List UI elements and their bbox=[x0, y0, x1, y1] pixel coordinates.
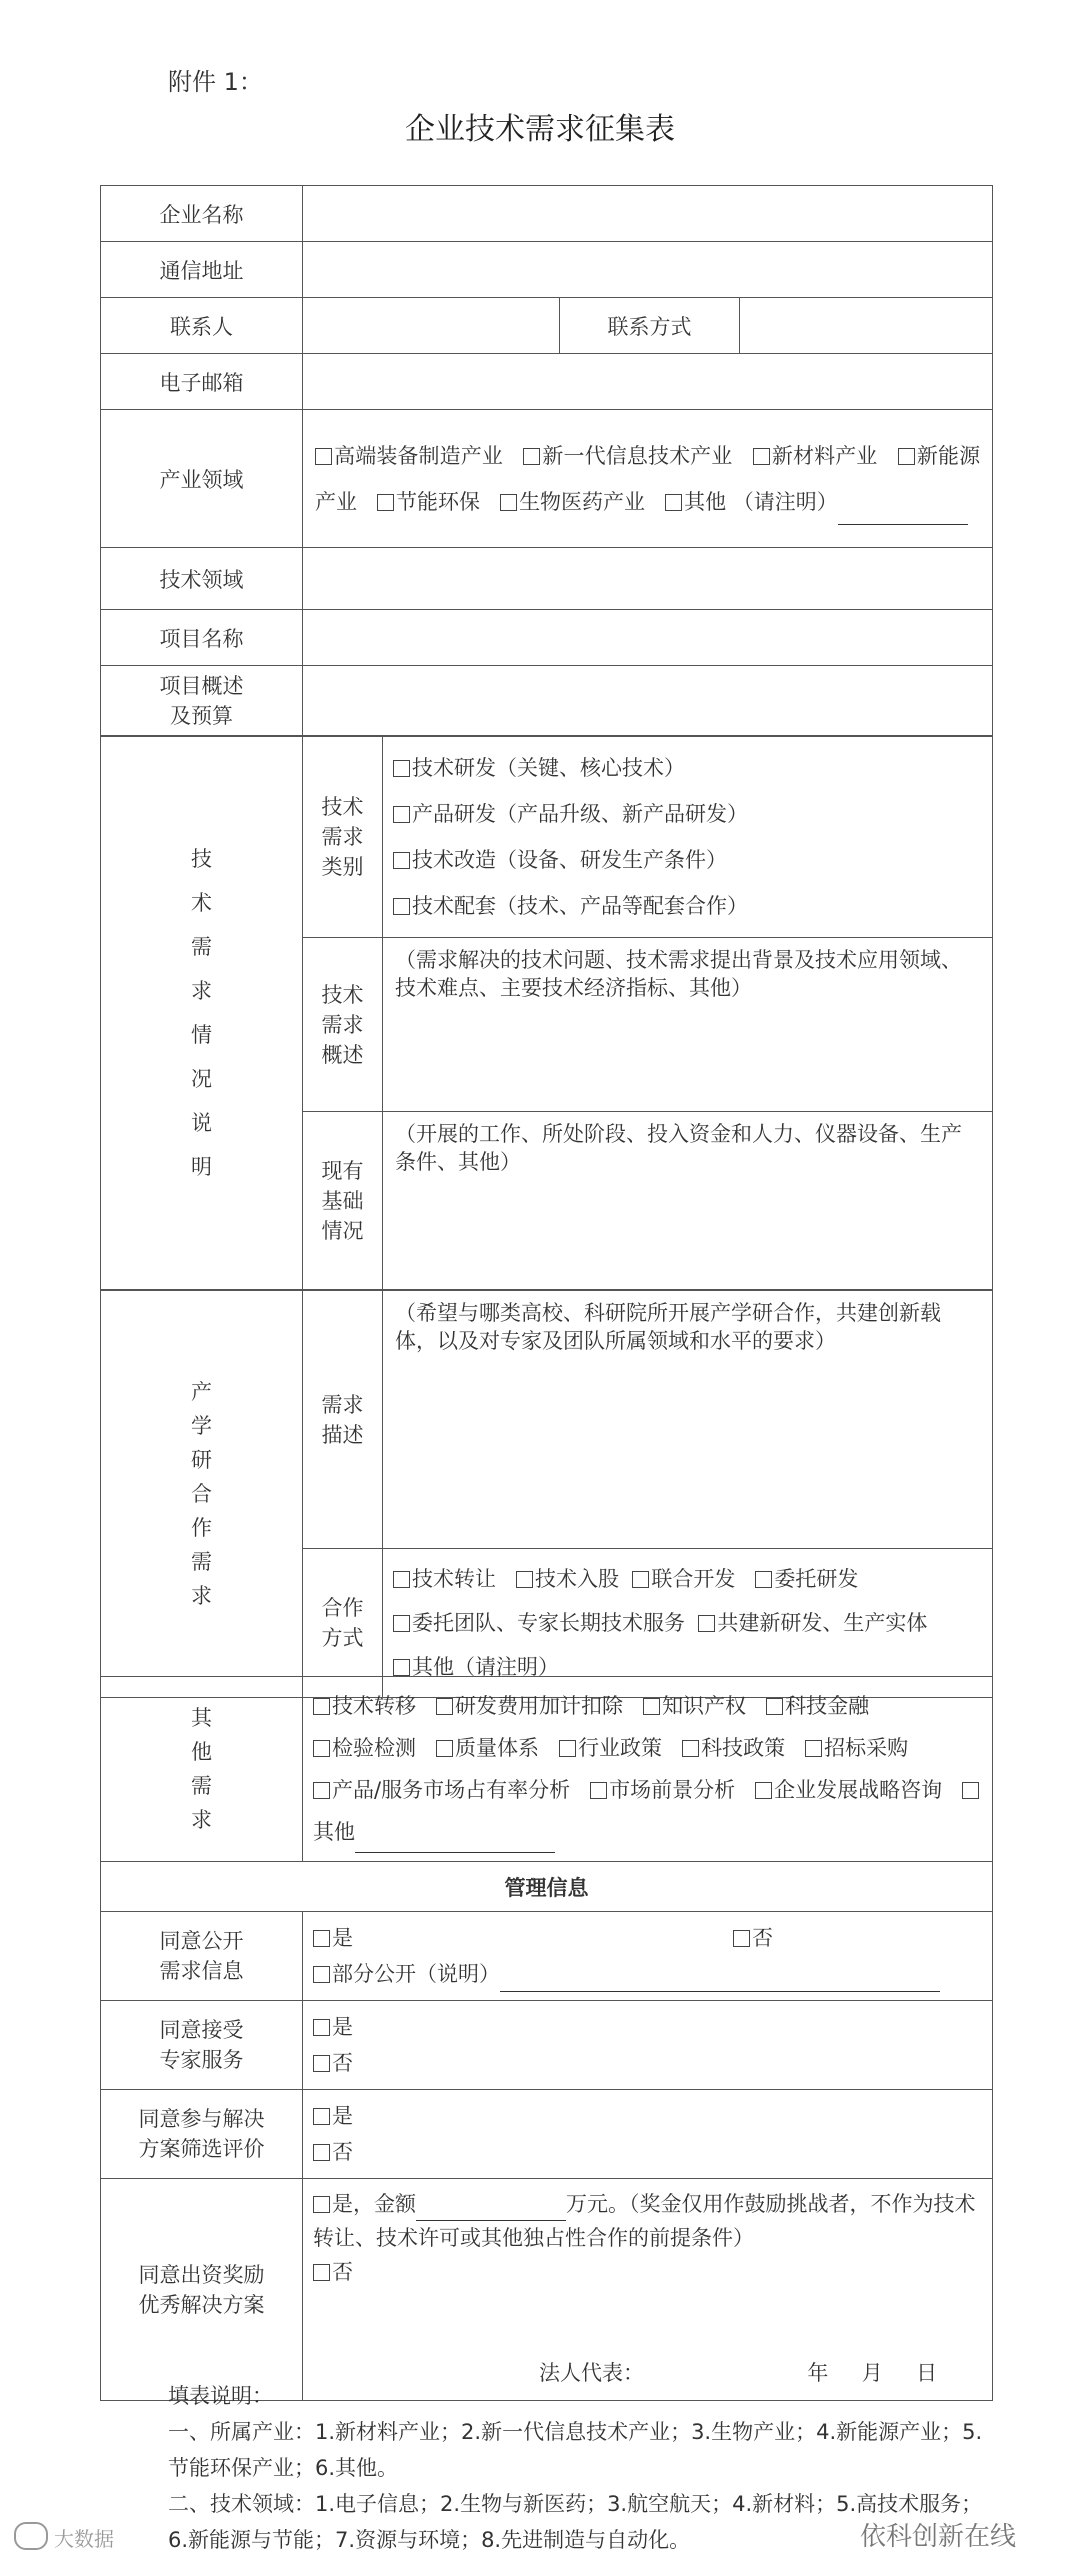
month-label: 月 bbox=[861, 2361, 883, 2385]
checkbox[interactable] bbox=[315, 448, 332, 465]
address-field[interactable] bbox=[303, 242, 993, 298]
option-label: 技术改造（设备、研发生产条件） bbox=[412, 848, 727, 872]
demand-desc-label: 需求 描述 bbox=[303, 1291, 383, 1549]
public-options bbox=[303, 1912, 993, 2001]
checkbox[interactable] bbox=[805, 1740, 822, 1757]
option-label: 市场前景分析 bbox=[609, 1778, 736, 1802]
option-label: 是 bbox=[332, 2104, 353, 2128]
industry-label: 产业领域 bbox=[101, 410, 303, 548]
watermark-right bbox=[860, 2516, 1016, 2553]
tech-overview-hint[interactable]: （需求解决的技术问题、技术需求提出背景及技术应用领域、技术难点、主要技术经济指标、其他） bbox=[383, 938, 993, 1112]
option-label: 联合开发 bbox=[651, 1567, 736, 1591]
option-label: 否 bbox=[752, 1926, 773, 1950]
form-table-other bbox=[100, 1676, 993, 2401]
option-label: 行业政策 bbox=[578, 1736, 663, 1760]
checkbox[interactable] bbox=[393, 760, 410, 777]
checkbox[interactable] bbox=[393, 1571, 410, 1588]
other-section-label: 其 他 需 求 bbox=[101, 1677, 303, 1862]
email-label: 电子邮箱 bbox=[101, 354, 303, 410]
checkbox[interactable] bbox=[766, 1698, 783, 1715]
option-label: 知识产权 bbox=[662, 1694, 747, 1718]
checkbox[interactable] bbox=[377, 494, 394, 511]
contact-method-label: 联系方式 bbox=[560, 298, 740, 354]
year-label: 年 bbox=[807, 2361, 829, 2385]
option-label: 委托研发 bbox=[774, 1567, 859, 1591]
option-label: 其他 bbox=[313, 1820, 355, 1844]
project-name-field[interactable] bbox=[303, 610, 993, 666]
checkbox[interactable] bbox=[313, 1930, 330, 1947]
option-label: 其他（请注明） bbox=[412, 1655, 559, 1679]
checkbox[interactable] bbox=[516, 1571, 533, 1588]
notes-line2: 二、技术领域：1.电子信息；2.生物与新医药；3.航空航天；4.新材料；5.高技术服务；6.新能源与节能；7.资源与环境；8.先进制造与自动化。 bbox=[168, 2492, 983, 2552]
option-label: 否 bbox=[332, 2260, 353, 2284]
address-label: 通信地址 bbox=[101, 242, 303, 298]
option-label: 其他 bbox=[684, 489, 727, 514]
option-label: 技术配套（技术、产品等配套合作） bbox=[412, 894, 748, 918]
checkbox[interactable] bbox=[313, 2264, 330, 2281]
checkbox[interactable] bbox=[313, 1966, 330, 1983]
watermark-left bbox=[14, 2522, 114, 2552]
option-label: 招标采购 bbox=[824, 1736, 909, 1760]
expert-label: 同意接受 专家服务 bbox=[101, 2001, 303, 2090]
checkbox[interactable] bbox=[313, 2055, 330, 2072]
option-label: 委托团队、专家长期技术服务 bbox=[412, 1611, 685, 1635]
coop-mode-label: 合作 方式 bbox=[303, 1549, 383, 1698]
checkbox[interactable] bbox=[313, 2196, 330, 2213]
basis-label: 现有 基础 情况 bbox=[303, 1112, 383, 1290]
tech-demand-section-label: 技 术 需 求 情 况 说 明 bbox=[101, 737, 303, 1290]
checkbox[interactable] bbox=[590, 1782, 607, 1799]
company-name-label: 企业名称 bbox=[101, 186, 303, 242]
checkbox[interactable] bbox=[665, 494, 682, 511]
watermark-left-text: 大数据 bbox=[54, 2527, 114, 2551]
option-label: 质量体系 bbox=[455, 1736, 540, 1760]
signature-label: 法人代表： bbox=[539, 2361, 644, 2385]
attachment-label: 附件 1： bbox=[168, 68, 263, 96]
checkbox[interactable] bbox=[436, 1698, 453, 1715]
option-label: 部分公开（说明） bbox=[332, 1962, 500, 1986]
project-overview-line2: 及预算 bbox=[170, 703, 233, 728]
option-label: 是 bbox=[332, 2015, 353, 2039]
project-overview-field[interactable] bbox=[303, 666, 993, 736]
option-label: 技术转移 bbox=[332, 1694, 416, 1718]
contact-field[interactable] bbox=[303, 298, 560, 354]
checkbox[interactable] bbox=[313, 1740, 330, 1757]
checkbox[interactable] bbox=[755, 1571, 772, 1588]
eval-options bbox=[303, 2090, 993, 2179]
checkbox[interactable] bbox=[962, 1782, 979, 1799]
day-label: 日 bbox=[916, 2361, 938, 2385]
option-label: 检验检测 bbox=[332, 1736, 416, 1760]
public-label: 同意公开 需求信息 bbox=[101, 1912, 303, 2001]
basis-hint[interactable]: （开展的工作、所处阶段、投入资金和人力、仪器设备、生产条件、其他） bbox=[383, 1112, 993, 1290]
project-overview-line1: 项目概述 bbox=[159, 673, 244, 698]
checkbox[interactable] bbox=[523, 448, 540, 465]
tech-category-label: 技术 需求 类别 bbox=[303, 737, 383, 938]
reward-label: 同意出资奖励 优秀解决方案 bbox=[101, 2179, 303, 2401]
industry-note: （请注明） bbox=[732, 489, 838, 514]
tech-overview-label: 技术 需求 概述 bbox=[303, 938, 383, 1112]
option-label: 产品/服务市场占有率分析 bbox=[332, 1778, 571, 1802]
checkbox[interactable] bbox=[313, 2108, 330, 2125]
option-label: 是 bbox=[332, 1926, 353, 1950]
other-blank[interactable] bbox=[355, 1828, 555, 1853]
notes-line1: 一、所属产业：1.新材料产业；2.新一代信息技术产业；3.生物产业；4.新能源产业；5.节能环保产业；6.其他。 bbox=[168, 2420, 983, 2480]
option-label: 是，金额 bbox=[332, 2192, 416, 2216]
option-label: 技术研发（关键、核心技术） bbox=[412, 756, 685, 780]
checkbox[interactable] bbox=[682, 1740, 699, 1757]
watermark-icon bbox=[14, 2522, 48, 2550]
option-label: 科技金融 bbox=[785, 1694, 870, 1718]
tech-field-label: 技术领域 bbox=[101, 548, 303, 610]
checkbox[interactable] bbox=[393, 806, 410, 823]
form-table-tech-demand bbox=[100, 736, 993, 1290]
option-label: 否 bbox=[332, 2140, 353, 2164]
checkbox[interactable] bbox=[753, 448, 770, 465]
checkbox[interactable] bbox=[632, 1571, 649, 1588]
email-field[interactable] bbox=[303, 354, 993, 410]
contact-method-field[interactable] bbox=[740, 298, 993, 354]
option-label: 高端装备制造产业 bbox=[334, 443, 503, 468]
project-overview-label bbox=[101, 666, 303, 736]
option-label: 企业发展战略咨询 bbox=[774, 1778, 943, 1802]
reward-text: 万元。（奖金仅用作鼓励挑战者，不作为技术转让、技术许可或其他独占性合作的前提条件） bbox=[313, 2192, 976, 2250]
option-label: 共建新研发、生产实体 bbox=[717, 1611, 928, 1635]
option-label: 技术入股 bbox=[535, 1567, 620, 1591]
checkbox[interactable] bbox=[643, 1698, 660, 1715]
project-name-label: 项目名称 bbox=[101, 610, 303, 666]
cooperation-section-label: 产 学 研 合 作 需 求 bbox=[101, 1291, 303, 1698]
checkbox[interactable] bbox=[755, 1782, 772, 1799]
checkbox[interactable] bbox=[313, 2019, 330, 2036]
checkbox[interactable] bbox=[393, 1659, 410, 1676]
checkbox[interactable] bbox=[698, 1615, 715, 1632]
page-title: 企业技术需求征集表 bbox=[405, 112, 675, 147]
checkbox[interactable] bbox=[436, 1740, 453, 1757]
checkbox[interactable] bbox=[393, 1615, 410, 1632]
watermark-right-text: 依科创新在线 bbox=[860, 2522, 1017, 2552]
industry-options bbox=[303, 410, 993, 548]
checkbox[interactable] bbox=[393, 898, 410, 915]
eval-label: 同意参与解决 方案筛选评价 bbox=[101, 2090, 303, 2179]
tech-category-options bbox=[383, 737, 993, 938]
checkbox[interactable] bbox=[500, 494, 517, 511]
option-label: 节能环保 bbox=[396, 489, 481, 514]
amount-blank[interactable] bbox=[416, 2196, 566, 2221]
management-header: 管理信息 bbox=[101, 1862, 993, 1912]
checkbox[interactable] bbox=[313, 1698, 330, 1715]
demand-desc-hint[interactable]: （希望与哪类高校、科研院所开展产学研合作，共建创新载体，以及对专家及团队所属领域和水平的要求） bbox=[383, 1291, 993, 1549]
option-label: 产品研发（产品升级、新产品研发） bbox=[412, 802, 748, 826]
checkbox[interactable] bbox=[559, 1740, 576, 1757]
notes-title: 填表说明： bbox=[168, 2384, 273, 2408]
contact-label: 联系人 bbox=[101, 298, 303, 354]
option-label: 技术转让 bbox=[412, 1567, 496, 1591]
checkbox[interactable] bbox=[313, 2144, 330, 2161]
expert-options bbox=[303, 2001, 993, 2090]
other-options bbox=[303, 1677, 993, 1862]
reward-options bbox=[303, 2179, 993, 2401]
industry-other-blank[interactable] bbox=[838, 500, 968, 525]
company-name-field[interactable] bbox=[303, 186, 993, 242]
checkbox[interactable] bbox=[313, 1782, 330, 1799]
partial-blank[interactable] bbox=[500, 1967, 940, 1992]
checkbox[interactable] bbox=[733, 1930, 750, 1947]
form-table-basic bbox=[100, 185, 993, 736]
option-label: 新一代信息技术产业 bbox=[542, 443, 733, 468]
option-label: 研发费用加计扣除 bbox=[455, 1694, 624, 1718]
option-label: 科技政策 bbox=[701, 1736, 786, 1760]
form-table-cooperation bbox=[100, 1290, 993, 1698]
option-label: 生物医药产业 bbox=[519, 489, 646, 514]
checkbox[interactable] bbox=[898, 448, 915, 465]
option-label: 新能源产业 bbox=[315, 443, 981, 514]
option-label: 否 bbox=[332, 2051, 353, 2075]
checkbox[interactable] bbox=[393, 852, 410, 869]
tech-field-field[interactable] bbox=[303, 548, 993, 610]
option-label: 新材料产业 bbox=[771, 443, 878, 468]
